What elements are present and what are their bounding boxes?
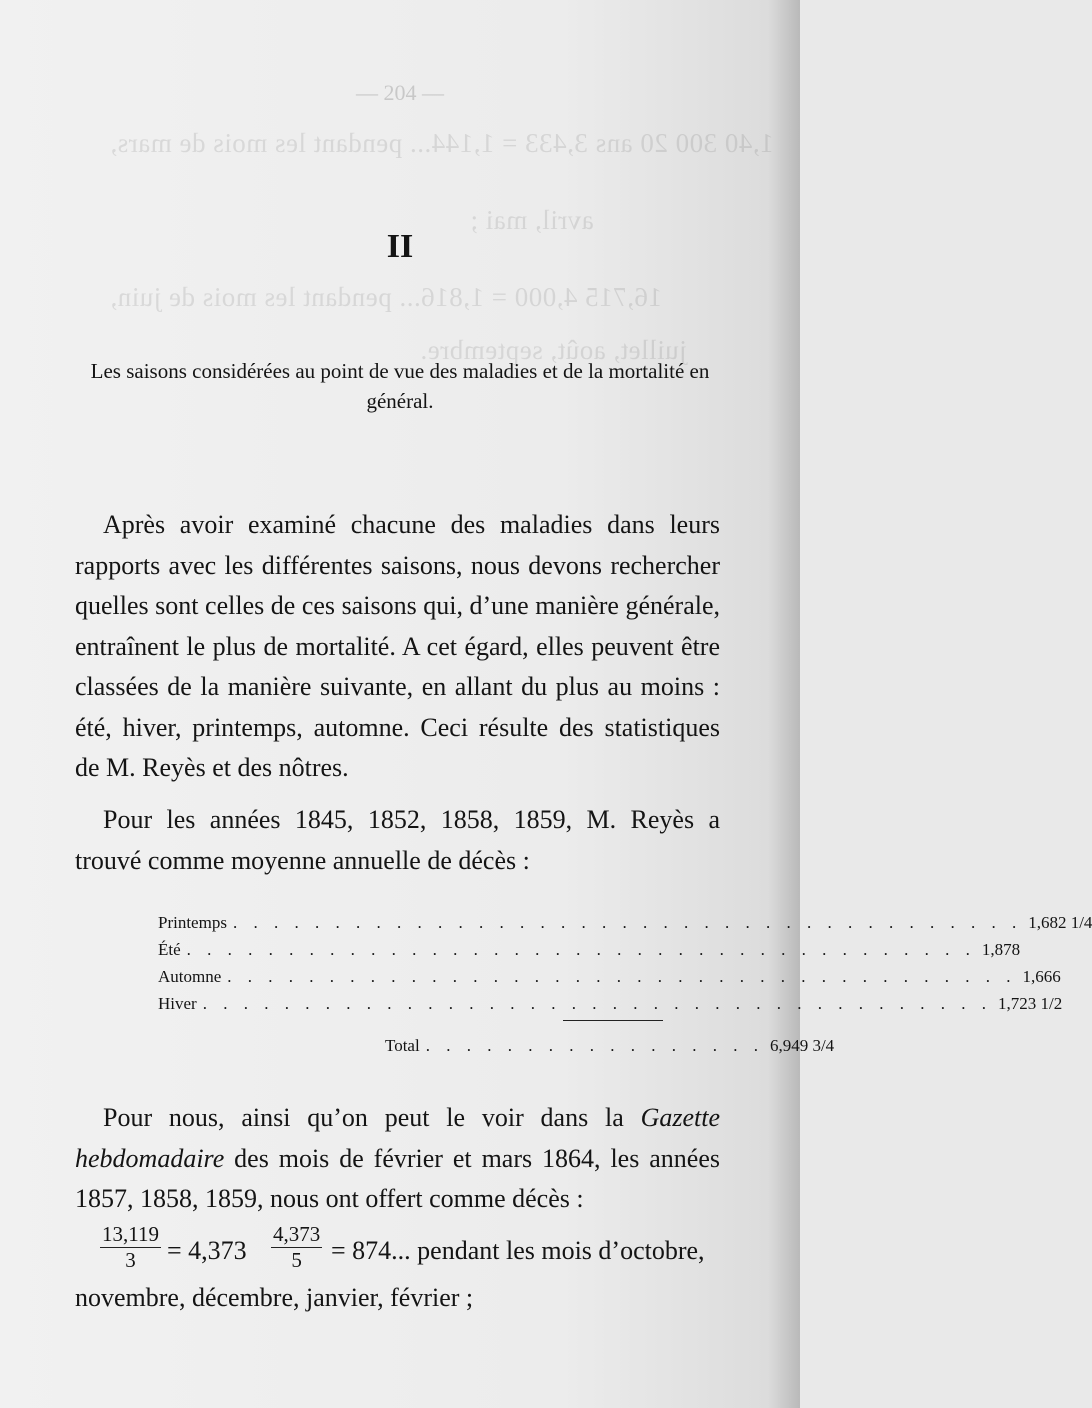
fraction	[100, 1222, 161, 1273]
last-line: novembre, décembre, janvier, février ;	[75, 1283, 474, 1312]
fraction-numerator: 4,373	[273, 1222, 321, 1246]
total-label: Total	[385, 1036, 420, 1055]
paragraph-text: des mois de février et mars 1864, les années 1857, 1858, 1859, nous ont offert comme décès :	[75, 1143, 720, 1213]
table-row	[158, 960, 1061, 987]
fraction-numerator: 13,119	[102, 1222, 159, 1246]
fraction-denominator: 5	[291, 1248, 302, 1272]
death-value: 1,723 1/2	[997, 994, 1063, 1013]
death-value: 1,666	[1022, 967, 1061, 986]
paragraph-reyes-years: Pour les années 1845, 1852, 1858, 1859, M. Reyès a trouvé comme moyenne annuelle de décès :	[75, 805, 720, 875]
equation-result: = 4,373	[167, 1236, 247, 1265]
leader-dots: . . . . . . . . . . . . . . . . . . . . . . . . . . . . . . . . . . . . . . .	[232, 913, 1023, 932]
fraction-denominator: 3	[125, 1248, 136, 1272]
page-number: — 204 —	[356, 80, 444, 105]
bleed-through-line: 16,715 4,000 = 1,816... pendant les mois de juin,	[110, 282, 662, 312]
season-label: Hiver	[158, 994, 197, 1013]
season-label: Printemps	[158, 913, 227, 932]
bleed-through-line: juillet, août, septembre.	[420, 335, 687, 365]
season-label: Été	[158, 940, 181, 959]
leader-dots: . . . . . . . . . . . . . . . . .	[425, 1036, 764, 1055]
death-value: 1,682 1/4	[1028, 913, 1092, 932]
section-numeral: II	[386, 228, 414, 265]
equation-line	[75, 1222, 725, 1282]
paragraph-seasons-mortality: Après avoir examiné chacune des maladies dans leurs rapports avec les différentes saisons, nous devons rechercher quelles sont celles de ces saisons qui, d’une manière générale, entraînent le plus de mortalité. A cet égard, elles peuvent être classées de la manière suivante, en allant du plus au moins : été, hiver, printemps, automne. Ceci résulte des statistiques de M. Reyès et des nôtres.	[75, 510, 720, 782]
bleed-through-line: 1,40 300 20 ans 3,433 = 1,144... pendant les mois de mars,	[110, 128, 774, 158]
paragraph-own-stats	[75, 1098, 720, 1220]
mortality-table	[158, 906, 1092, 1014]
section-heading: Les saisons considérées au point de vue des maladies et de la mortalité en général.	[90, 359, 710, 413]
leader-dots: . . . . . . . . . . . . . . . . . . . . . . . . . . . . . . . . . . . . . . .	[227, 967, 1017, 986]
journal-title: Gazette hebdomadaire	[75, 1103, 720, 1173]
total-row	[385, 1036, 835, 1056]
death-value: 1,878	[981, 940, 1021, 959]
total-value: 6,949 3/4	[769, 1036, 835, 1055]
leader-dots: . . . . . . . . . . . . . . . . . . . . . . . . . . . . . . . . . . . . . . .	[202, 994, 992, 1013]
table-row	[158, 987, 1063, 1014]
equation-result: = 874... pendant les mois d’octobre,	[331, 1236, 705, 1265]
table-row	[158, 906, 1092, 933]
table-row	[158, 933, 1021, 960]
paragraph-text: Pour nous, ainsi qu’on peut le voir dans la	[103, 1103, 641, 1132]
fraction	[271, 1222, 322, 1273]
sum-rule	[563, 1020, 663, 1021]
season-label: Automne	[158, 967, 222, 986]
leader-dots: . . . . . . . . . . . . . . . . . . . . . . . . . . . . . . . . . . . . . . .	[186, 940, 976, 959]
bleed-through-line: avril, mai ;	[470, 205, 594, 235]
